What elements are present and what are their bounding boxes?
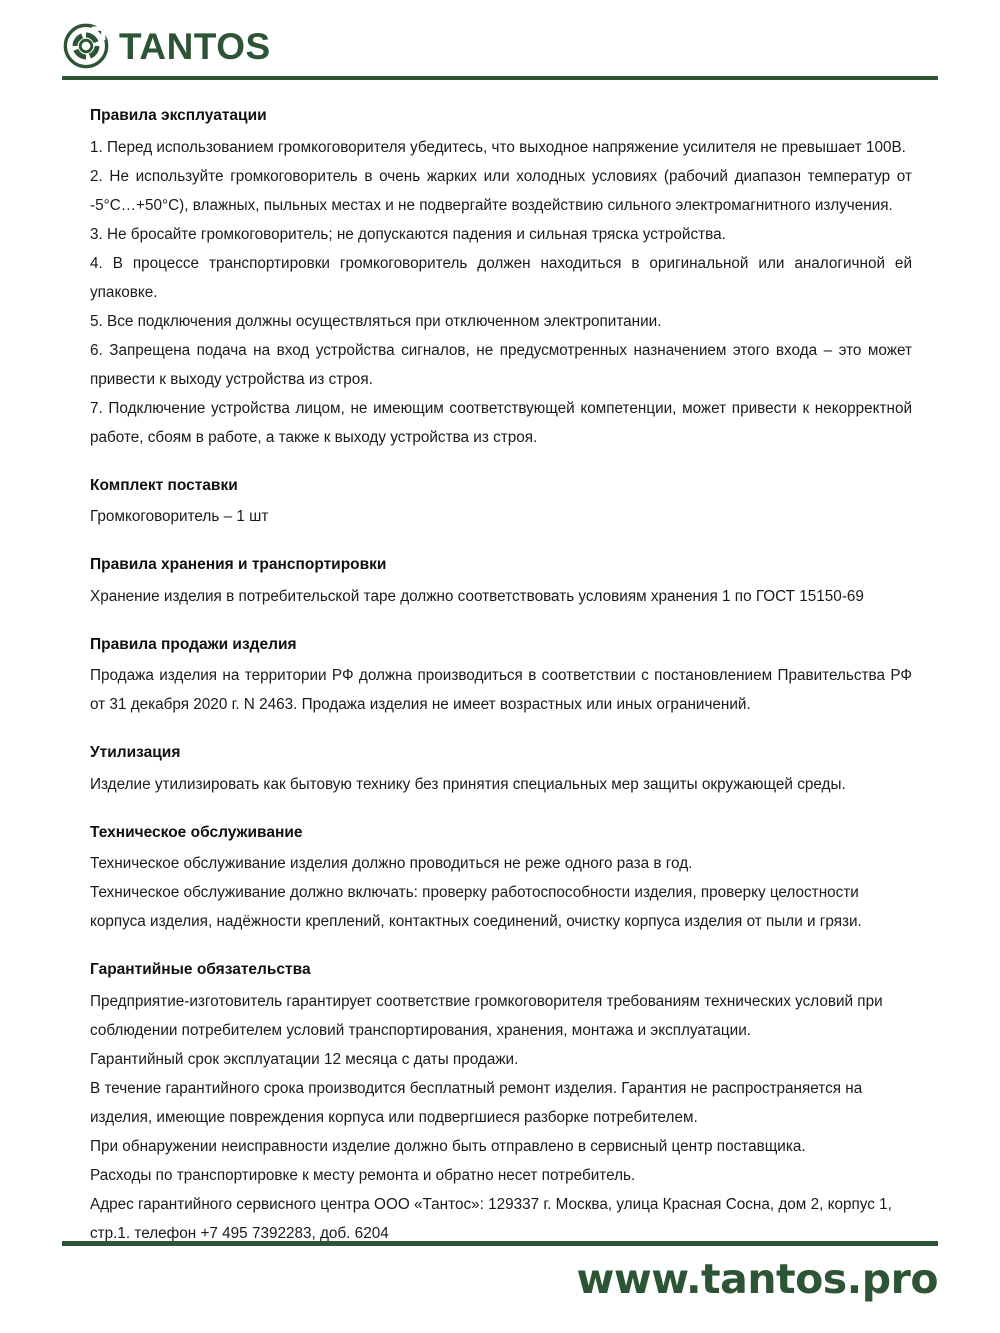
paragraph: Адрес гарантийного сервисного центра ООО «Тантос»: 129337 г. Москва, улица Красная Сосна, дом 2, корпус 1, стр.1. телефон +7 495 7392283, доб. 6204 [90,1195,892,1242]
paragraph: 3. Не бросайте громкоговоритель; не допускаются падения и сильная тряска устройства. [90,225,726,243]
section-heading: Гарантийные обязательства [90,961,311,978]
paragraph: 4. В процессе транспортировки громкоговоритель должен находиться в оригинальной или аналогичной ей упаковке. [90,254,912,301]
page-header [0,0,1000,84]
paragraph: При обнаружении неисправности изделие должно быть отправлено в сервисный центр поставщика. [90,1137,806,1155]
paragraph: 5. Все подключения должны осуществляться при отключенном электропитании. [90,312,662,330]
section-heading: Техническое обслуживание [90,823,303,841]
paragraph: 7. Подключение устройства лицом, не имеющим соответствующей компетенции, может привести к некорректной работе, сбоям в работе, а также к выходу устройства из строя. [90,399,912,446]
section-disposal [90,745,912,799]
section-sales-rules [90,637,912,720]
paragraph: 2. Не используйте громкоговоритель в очень жарких или холодных условиях (рабочий диапазон температур от -5°С…+50°С), влажных, пыльных местах и не подвергайте воздействию сильного электромагнитного излучения. [90,167,912,214]
section-operating-rules [90,108,912,452]
section-heading: Правила эксплуатации [90,107,267,124]
footer-divider [62,1241,938,1246]
section-package-contents [90,478,912,532]
section-heading: Правила продажи изделия [90,635,297,653]
paragraph: Продажа изделия на территории РФ должна производиться в соответствии с постановлением Правительства РФ от 31 декабря 2020 г. N 2463. Продажа изделия не имеет возрастных или иных ограничений. [90,667,912,713]
website-url[interactable]: www.tantos.pro [576,1255,938,1303]
section-maintenance [90,825,912,937]
section-warranty [90,962,912,1248]
paragraph: Техническое обслуживание изделия должно проводиться не реже одного раза в год. [90,855,693,872]
section-heading: Утилизация [90,744,181,761]
paragraph: 1. Перед использованием громкоговорителя убедитесь, что выходное напряжение усилителя не превышает 100В. [90,138,906,156]
section-heading: Комплект поставки [90,476,238,494]
brand-logo [62,20,271,72]
paragraph: Гарантийный срок эксплуатации 12 месяца с даты продажи. [90,1050,519,1068]
paragraph: Техническое обслуживание должно включать: проверку работоспособности изделия, проверку целостности корпуса изделия, надёжности креплений, контактных соединений, очистку корпуса изделия от пыли и грязи. [90,884,862,930]
paragraph: Громкоговоритель – 1 шт [90,508,269,525]
header-divider [62,76,938,80]
paragraph: Хранение изделия в потребительской таре должно соответствовать условиям хранения 1 по ГОСТ 15150-69 [90,587,864,605]
paragraph: В течение гарантийного срока производится бесплатный ремонт изделия. Гарантия не распространяется на изделия, имеющие повреждения корпуса или подвергшиеся разборке потребителем. [90,1079,863,1126]
paragraph: Предприятие-изготовитель гарантирует соответствие громкоговорителя требованиям технических условий при соблюдении потребителем условий транспортирования, хранения, монтажа и эксплуатации. [90,992,883,1039]
document-content [90,108,912,1248]
paragraph: 6. Запрещена подача на вход устройства сигналов, не предусмотренных назначением этого входа – это может привести к выходу устройства из строя. [90,341,912,388]
section-heading: Правила хранения и транспортировки [90,556,387,573]
paragraph: Расходы по транспортировке к месту ремонта и обратно несет потребитель. [90,1166,636,1184]
section-storage-transport-rules [90,557,912,611]
page-footer [0,1237,1000,1333]
paragraph: Изделие утилизировать как бытовую технику без принятия специальных мер защиты окружающей среды. [90,775,846,793]
tantos-circular-arrows-logo-icon [62,22,110,70]
brand-wordmark: TANTOS [119,25,271,67]
